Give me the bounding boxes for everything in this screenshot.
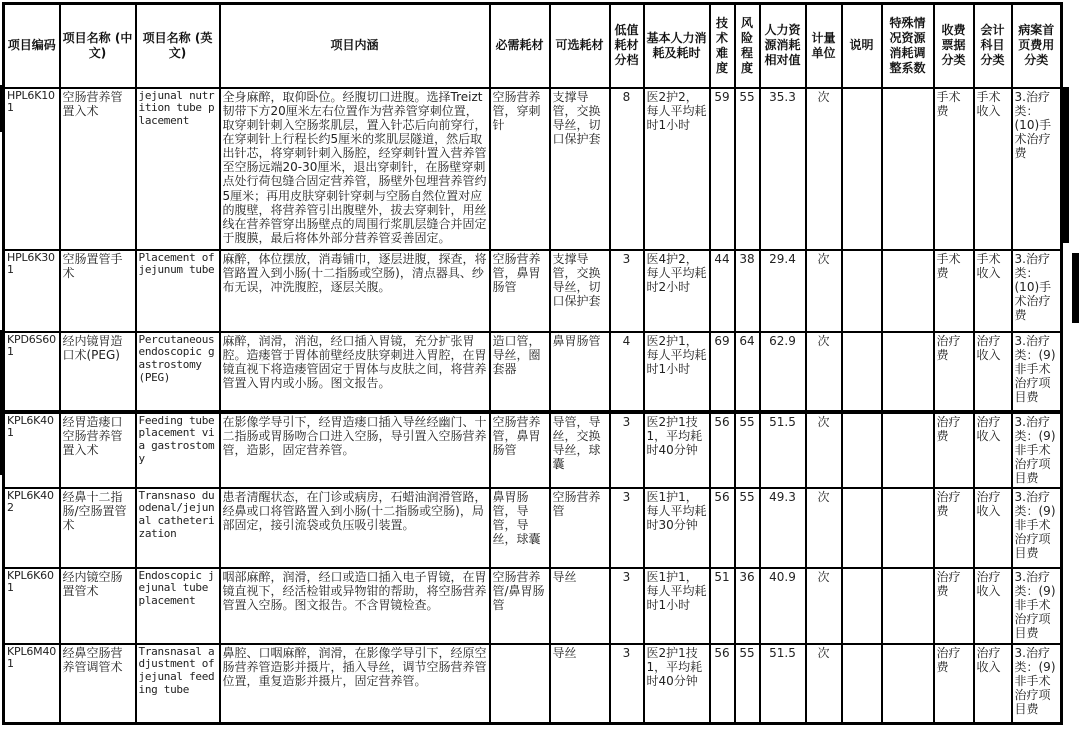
cell-receipt: 手术费 xyxy=(934,88,974,250)
cell-optional: 空肠营养管 xyxy=(550,488,610,568)
cell-tier: 3 xyxy=(610,250,644,332)
cell-hr_value: 62.9 xyxy=(760,332,806,412)
cell-optional: 导管，导丝，交换导丝，球囊 xyxy=(550,412,610,488)
column-header-record: 病案首页费用分类 xyxy=(1012,4,1062,88)
cell-special xyxy=(882,488,934,568)
scan-artifact xyxy=(1063,87,1069,243)
cell-accounting: 手术收入 xyxy=(974,250,1012,332)
cell-name_cn: 经鼻十二指肠/空肠置管术 xyxy=(60,488,136,568)
cell-optional: 鼻胃肠管 xyxy=(550,332,610,412)
scan-artifact xyxy=(0,330,3,475)
cell-risk: 38 xyxy=(735,250,760,332)
column-header-receipt: 收费票据分类 xyxy=(934,4,974,88)
cell-receipt: 治疗费 xyxy=(934,488,974,568)
table-row xyxy=(4,412,1062,488)
cell-hr_value: 51.5 xyxy=(760,412,806,488)
cell-special xyxy=(882,332,934,412)
cell-difficulty: 59 xyxy=(710,88,735,250)
cell-accounting: 治疗收入 xyxy=(974,488,1012,568)
table-header xyxy=(4,4,1062,88)
column-header-unit: 计量单位 xyxy=(806,4,842,88)
column-header-special: 特殊情况资源消耗调整系数 xyxy=(882,4,934,88)
cell-difficulty: 56 xyxy=(710,644,735,724)
cell-code: KPL6K401 xyxy=(4,412,60,488)
cell-required xyxy=(490,644,550,724)
cell-unit: 次 xyxy=(806,412,842,488)
cell-required: 鼻胃肠管，导管，导丝，球囊 xyxy=(490,488,550,568)
column-header-difficulty: 技术难度 xyxy=(710,4,735,88)
column-header-required: 必需耗材 xyxy=(490,4,550,88)
column-header-note: 说明 xyxy=(842,4,882,88)
cell-accounting: 治疗收入 xyxy=(974,412,1012,488)
cell-tier: 3 xyxy=(610,568,644,644)
column-header-labor: 基本人力消耗及耗时 xyxy=(644,4,710,88)
procedure-table xyxy=(2,2,1063,725)
cell-name_cn: 经胃造瘘口空肠营养管置入术 xyxy=(60,412,136,488)
cell-optional: 支撑导管，交换导丝，切口保护套 xyxy=(550,88,610,250)
column-header-tier: 低值耗材分档 xyxy=(610,4,644,88)
scan-artifact xyxy=(0,85,3,132)
cell-code: KPD6S601 xyxy=(4,332,60,412)
table-row xyxy=(4,568,1062,644)
cell-name_en: Placement of jejunum tube xyxy=(136,250,220,332)
cell-risk: 55 xyxy=(735,488,760,568)
cell-name_en: jejunal nutrition tube placement xyxy=(136,88,220,250)
cell-tier: 3 xyxy=(610,488,644,568)
cell-unit: 次 xyxy=(806,332,842,412)
cell-special xyxy=(882,88,934,250)
table-row xyxy=(4,88,1062,250)
cell-difficulty: 56 xyxy=(710,488,735,568)
cell-name_en: Percutaneous endoscopic gastrostomy (PEG) xyxy=(136,332,220,412)
cell-code: HPL6K301 xyxy=(4,250,60,332)
cell-unit: 次 xyxy=(806,568,842,644)
cell-special xyxy=(882,412,934,488)
column-header-content: 项目内涵 xyxy=(220,4,490,88)
cell-hr_value: 35.3 xyxy=(760,88,806,250)
column-header-hr-value: 人力资源消耗相对值 xyxy=(760,4,806,88)
column-header-name-cn: 项目名称 (中文) xyxy=(60,4,136,88)
cell-hr_value: 40.9 xyxy=(760,568,806,644)
cell-record: 3.治疗类：(10)手术治疗费 xyxy=(1012,88,1062,250)
table-row xyxy=(4,332,1062,412)
column-header-optional: 可选耗材 xyxy=(550,4,610,88)
cell-accounting: 治疗收入 xyxy=(974,568,1012,644)
cell-receipt: 治疗费 xyxy=(934,332,974,412)
cell-note xyxy=(842,88,882,250)
cell-required: 空肠营养管，鼻胃肠管 xyxy=(490,250,550,332)
cell-required: 空肠营养管，鼻胃肠管 xyxy=(490,412,550,488)
cell-labor: 医4护2，每人平均耗时2小时 xyxy=(644,250,710,332)
cell-content: 在影像学导引下，经胃造瘘口插入导丝经幽门、十二指肠或胃肠吻合口进入空肠，导引置入空肠营养管，造影，固定营养管。 xyxy=(220,412,490,488)
cell-risk: 36 xyxy=(735,568,760,644)
cell-note xyxy=(842,250,882,332)
column-header-code: 项目编码 xyxy=(4,4,60,88)
cell-optional: 导丝 xyxy=(550,568,610,644)
column-header-risk: 风险程度 xyxy=(735,4,760,88)
cell-name_en: Transnasal adjustment of jejunal feeding tube xyxy=(136,644,220,724)
cell-content: 鼻腔、口咽麻醉，润滑，在影像学导引下，经原空肠营养管造影并摄片，插入导丝，调节空肠营养管位置，重复造影并摄片，固定营养管。 xyxy=(220,644,490,724)
cell-unit: 次 xyxy=(806,250,842,332)
cell-note xyxy=(842,568,882,644)
column-header-name-en: 项目名称 (英文) xyxy=(136,4,220,88)
cell-labor: 医1护1，每人平均耗时30分钟 xyxy=(644,488,710,568)
cell-note xyxy=(842,644,882,724)
table-body xyxy=(4,88,1062,724)
cell-content: 咽部麻醉，润滑，经口或造口插入电子胃镜，在胃镜直视下，经活检钳或异物钳的帮助，将空肠营养管置入空肠。图文报告。不含胃镜检查。 xyxy=(220,568,490,644)
cell-content: 麻醉，体位摆放，消毒铺巾，逐层进腹，探查，将管路置入到小肠(十二指肠或空肠)，清点器具、纱布无误，冲洗腹腔，逐层关腹。 xyxy=(220,250,490,332)
cell-tier: 3 xyxy=(610,412,644,488)
cell-record: 3.治疗类：(9)非手术治疗项目费 xyxy=(1012,332,1062,412)
cell-record: 3.治疗类：(10)手术治疗费 xyxy=(1012,250,1062,332)
cell-note xyxy=(842,488,882,568)
cell-note xyxy=(842,412,882,488)
column-header-accounting: 会计科目分类 xyxy=(974,4,1012,88)
cell-hr_value: 49.3 xyxy=(760,488,806,568)
cell-unit: 次 xyxy=(806,488,842,568)
cell-accounting: 手术收入 xyxy=(974,88,1012,250)
table-row xyxy=(4,488,1062,568)
cell-content: 全身麻醉，取仰卧位。经腹切口进腹。选择Treizt韧带下方20厘米左右位置作为营养管穿刺位置，取穿刺针刺入空肠浆肌层，置入针芯后向前穿行，在穿刺针上行程长约5厘米的浆肌层隧道，然后取出针芯，将穿刺针刺入肠腔，经穿刺针置入营养管至空肠远端20-30厘米，退出穿刺针，在肠壁穿刺点处行荷包缝合固定营养管，肠壁外包埋营养管约5厘米；再用皮肤穿刺针穿刺与空肠自然位置对应的腹壁，将营养管引出腹壁外，拔去穿刺针，用丝线在营养管穿出肠壁点的周围行浆肌层缝合并固定于腹膜，最后将体外部分营养管妥善固定。 xyxy=(220,88,490,250)
cell-name_en: Transnaso duodenal/jejunal catheterization xyxy=(136,488,220,568)
table-row xyxy=(4,250,1062,332)
cell-content: 患者清醒状态，在门诊或病房，石蜡油润滑管路，经鼻或口将管路置入到小肠(十二指肠或空肠)，局部固定，接引流袋或负压吸引装置。 xyxy=(220,488,490,568)
cell-difficulty: 51 xyxy=(710,568,735,644)
cell-required: 空肠营养管，穿刺针 xyxy=(490,88,550,250)
cell-receipt: 治疗费 xyxy=(934,568,974,644)
cell-special xyxy=(882,568,934,644)
cell-labor: 医1护1，每人平均耗时1小时 xyxy=(644,568,710,644)
cell-accounting: 治疗收入 xyxy=(974,644,1012,724)
cell-labor: 医2护1技1，平均耗时40分钟 xyxy=(644,644,710,724)
cell-tier: 8 xyxy=(610,88,644,250)
cell-unit: 次 xyxy=(806,644,842,724)
cell-required: 造口管，导丝，圈套器 xyxy=(490,332,550,412)
cell-name_cn: 空肠置管手术 xyxy=(60,250,136,332)
cell-hr_value: 51.5 xyxy=(760,644,806,724)
cell-name_cn: 经内镜空肠置管术 xyxy=(60,568,136,644)
cell-record: 3.治疗类：(9)非手术治疗项目费 xyxy=(1012,568,1062,644)
cell-special xyxy=(882,250,934,332)
cell-code: KPL6K402 xyxy=(4,488,60,568)
cell-hr_value: 29.4 xyxy=(760,250,806,332)
cell-name_cn: 经内镜胃造口术(PEG) xyxy=(60,332,136,412)
cell-difficulty: 44 xyxy=(710,250,735,332)
cell-risk: 55 xyxy=(735,88,760,250)
cell-tier: 4 xyxy=(610,332,644,412)
cell-optional: 导丝 xyxy=(550,644,610,724)
header-row xyxy=(4,4,1062,88)
cell-code: KPL6M401 xyxy=(4,644,60,724)
cell-difficulty: 69 xyxy=(710,332,735,412)
table-row xyxy=(4,644,1062,724)
cell-optional: 支撑导管，交换导丝，切口保护套 xyxy=(550,250,610,332)
cell-receipt: 治疗费 xyxy=(934,412,974,488)
cell-labor: 医2护1，每人平均耗时1小时 xyxy=(644,332,710,412)
cell-name_en: Endoscopic jejunal tube placement xyxy=(136,568,220,644)
cell-code: KPL6K601 xyxy=(4,568,60,644)
cell-receipt: 治疗费 xyxy=(934,644,974,724)
cell-labor: 医2护1技1，平均耗时40分钟 xyxy=(644,412,710,488)
cell-record: 3.治疗类：(9)非手术治疗项目费 xyxy=(1012,644,1062,724)
cell-tier: 3 xyxy=(610,644,644,724)
cell-required: 空肠营养管/鼻胃肠管 xyxy=(490,568,550,644)
cell-name_cn: 空肠营养管置入术 xyxy=(60,88,136,250)
cell-risk: 64 xyxy=(735,332,760,412)
cell-labor: 医2护2，每人平均耗时1小时 xyxy=(644,88,710,250)
cell-record: 3.治疗类：(9)非手术治疗项目费 xyxy=(1012,488,1062,568)
cell-receipt: 手术费 xyxy=(934,250,974,332)
cell-risk: 55 xyxy=(735,644,760,724)
cell-unit: 次 xyxy=(806,88,842,250)
cell-special xyxy=(882,644,934,724)
cell-accounting: 治疗收入 xyxy=(974,332,1012,412)
cell-code: HPL6K101 xyxy=(4,88,60,250)
cell-difficulty: 56 xyxy=(710,412,735,488)
cell-record: 3.治疗类：(9)非手术治疗项目费 xyxy=(1012,412,1062,488)
cell-content: 麻醉，润滑，消泡，经口插入胃镜，充分扩张胃腔。造瘘管于胃体前壁经皮肤穿刺进入胃腔，在胃镜直视下将造瘘管固定于胃体与皮肤之间，将营养管置入胃内或小肠。图文报告。 xyxy=(220,332,490,412)
cell-note xyxy=(842,332,882,412)
scan-artifact xyxy=(1072,253,1079,323)
cell-risk: 55 xyxy=(735,412,760,488)
cell-name_cn: 经鼻空肠营养管调管术 xyxy=(60,644,136,724)
cell-name_en: Feeding tube placement via gastrostomy xyxy=(136,412,220,488)
